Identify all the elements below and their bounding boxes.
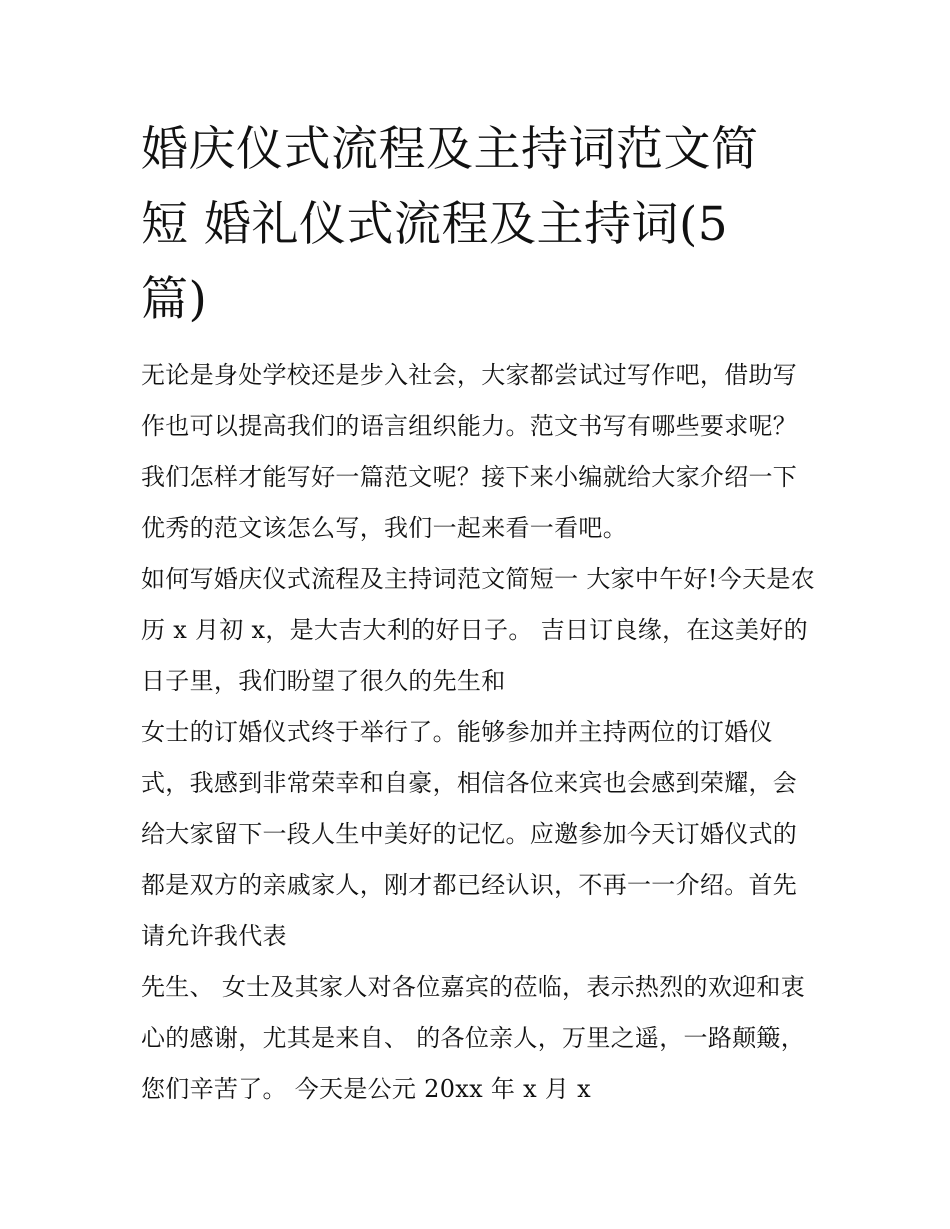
paragraph-welcome: 先生、 女士及其家人对各位嘉宾的莅临，表示热烈的欢迎和衷心的感谢，尤其是来自、 的各位亲人，万里之遥，一路颠簸，您们辛苦了。 今天是公元 20xx 年 x 月 x — [141, 973, 806, 1103]
paragraph-intro: 无论是身处学校还是步入社会，大家都尝试过写作吧，借助写作也可以提高我们的语言组织能力。范文书写有哪些要求呢？我们怎样才能写好一篇范文呢？接下来小编就给大家介绍一下优秀的范文该怎么写，我们一起来看一看吧。 — [141, 361, 798, 542]
title-line-2: 短 婚礼仪式流程及主持词(5 — [141, 197, 729, 252]
paragraph-opening: 如何写婚庆仪式流程及主持词范文简短一 大家中午好!今天是农历 x 月初 x，是大吉大利的好日子。 吉日订良缘，在这美好的日子里，我们盼望了很久的先生和 — [141, 565, 815, 695]
document-title — [141, 112, 821, 337]
title-line-1: 婚庆仪式流程及主持词范文简 — [141, 122, 759, 177]
title-line-3: 篇) — [141, 272, 208, 327]
paragraph-ceremony: 女士的订婚仪式终于举行了。能够参加并主持两位的订婚仪式，我感到非常荣幸和自豪，相信各位来宾也会感到荣耀，会给大家留下一段人生中美好的记忆。应邀参加今天订婚仪式的都是双方的亲戚家人，刚才都已经认识，不再一一介绍。首先请允许我代表 — [141, 718, 798, 950]
document-page — [141, 112, 821, 1115]
